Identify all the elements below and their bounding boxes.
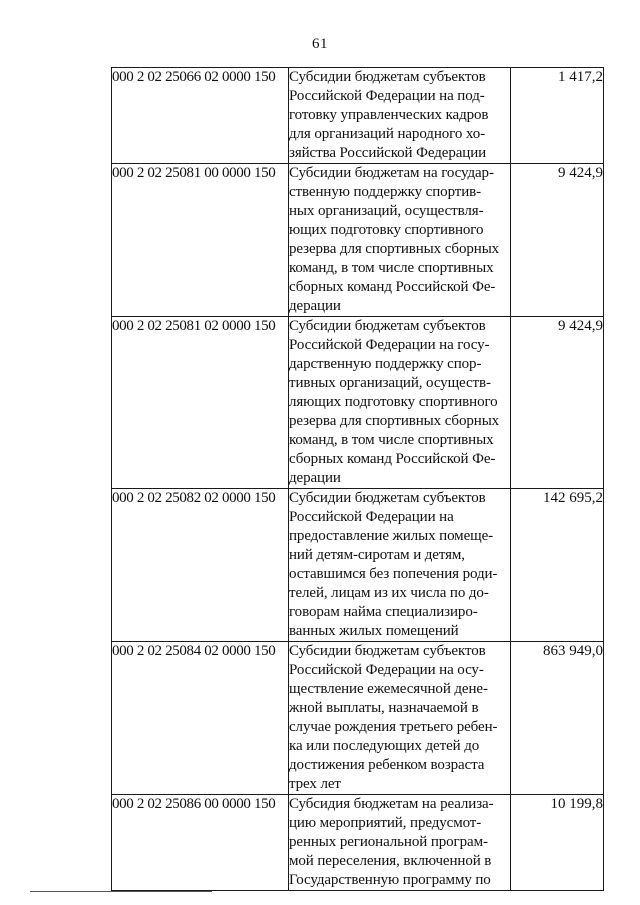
description-line: сборных команд Российской Фе- (289, 279, 496, 295)
description-cell (289, 642, 511, 795)
budget-code-cell: 000 2 02 25084 02 0000 150 (112, 642, 289, 795)
description-line: Субсидии бюджетам субъектов (289, 490, 486, 506)
description-line: Российской Федерации на (289, 509, 454, 525)
description-line: резерва для спортивных сборных (289, 413, 500, 429)
description-line: Российской Федерации на под- (289, 88, 485, 104)
description-line: команд, в том числе спортивных (289, 432, 494, 448)
budget-code-cell: 000 2 02 25081 02 0000 150 (112, 317, 289, 489)
footnote-rule (30, 891, 212, 892)
description-line: Субсидии бюджетам субъектов (289, 69, 486, 85)
description-line: оставшимся без попечения роди- (289, 566, 498, 582)
description-line: команд, в том числе спортивных (289, 260, 494, 276)
description-line: для организаций народного хо- (289, 126, 486, 142)
description-line: резерва для спортивных сборных (289, 241, 500, 257)
budget-code-cell: 000 2 02 25082 02 0000 150 (112, 489, 289, 642)
amount-cell: 863 949,0 (511, 642, 604, 795)
description-line: дарственную поддержку спор- (289, 356, 482, 372)
description-line: ющих подготовку спортивного (289, 222, 484, 238)
description-line: Российской Федерации на госу- (289, 337, 490, 353)
table-row (112, 68, 604, 164)
description-cell (289, 164, 511, 317)
amount-cell: 10 199,8 (511, 795, 604, 891)
amount-cell: 142 695,2 (511, 489, 604, 642)
description-line: ных организаций, осуществля- (289, 203, 484, 219)
description-line: Субсидии бюджетам субъектов (289, 318, 486, 334)
description-line: достижения ребенком возраста (289, 757, 485, 773)
description-line: Государственную программу по (289, 872, 491, 888)
budget-code-cell: 000 2 02 25066 02 0000 150 (112, 68, 289, 164)
table-row (112, 489, 604, 642)
description-line: жной выплаты, назначаемой в (289, 700, 479, 716)
page-number: 61 (312, 36, 328, 52)
table-row (112, 164, 604, 317)
description-line: сборных команд Российской Фе- (289, 451, 496, 467)
description-line: Российской Федерации на осу- (289, 662, 484, 678)
table-row (112, 795, 604, 891)
description-line: дерации (289, 470, 341, 486)
description-line: говорам найма специализиро- (289, 604, 478, 620)
description-line: ществление ежемесячной дене- (289, 681, 488, 697)
description-line: ка или последующих детей до (289, 738, 480, 754)
table-body (112, 68, 604, 891)
description-line: ственную поддержку спортив- (289, 184, 482, 200)
budget-table (111, 67, 604, 891)
description-line: ванных жилых помещений (289, 623, 459, 639)
description-line: тивных организаций, осуществ- (289, 375, 491, 391)
amount-cell: 9 424,9 (511, 317, 604, 489)
description-line: ренных региональной програм- (289, 834, 488, 850)
description-line: Субсидии бюджетам субъектов (289, 643, 486, 659)
table-row (112, 642, 604, 795)
description-line: ляющих подготовку спортивного (289, 394, 498, 410)
description-line: мой переселения, включенной в (289, 853, 492, 869)
description-line: дерации (289, 298, 341, 314)
amount-cell: 9 424,9 (511, 164, 604, 317)
table-row (112, 317, 604, 489)
description-line: случае рождения третьего ребен- (289, 719, 498, 735)
budget-code-cell: 000 2 02 25081 00 0000 150 (112, 164, 289, 317)
budget-code-cell: 000 2 02 25086 00 0000 150 (112, 795, 289, 891)
description-line: телей, лицам из их числа по до- (289, 585, 489, 601)
description-cell (289, 317, 511, 489)
description-line: трех лет (289, 776, 341, 792)
description-cell (289, 489, 511, 642)
description-cell (289, 795, 511, 891)
description-line: цию мероприятий, предусмот- (289, 815, 482, 831)
description-line: ний детям-сиротам и детям, (289, 547, 465, 563)
amount-cell: 1 417,2 (511, 68, 604, 164)
description-line: Субсидии бюджетам на государ- (289, 165, 494, 181)
description-line: готовку управленческих кадров (289, 107, 489, 123)
description-line: Субсидия бюджетам на реализа- (289, 796, 494, 812)
description-cell (289, 68, 511, 164)
description-line: зяйства Российской Федерации (289, 145, 487, 161)
description-line: предоставление жилых помеще- (289, 528, 494, 544)
